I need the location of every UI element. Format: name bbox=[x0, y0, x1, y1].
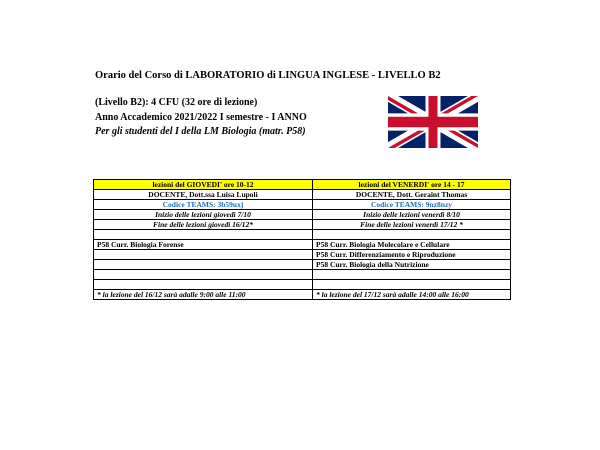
thursday-curriculum: P58 Curr. Biologia Forense bbox=[94, 240, 313, 250]
table-row bbox=[94, 260, 511, 270]
table-row bbox=[94, 230, 511, 240]
thursday-header: lezioni del GIOVEDI' ore 10-12 bbox=[94, 180, 313, 190]
thursday-curriculum bbox=[94, 260, 313, 270]
table-row bbox=[94, 190, 511, 200]
thursday-curriculum bbox=[94, 250, 313, 260]
friday-teams-code: Codice TEAMS: 9nz8nzy bbox=[313, 200, 511, 210]
table-row bbox=[94, 280, 511, 290]
academic-year: Anno Accademico 2021/2022 I semestre - I ANNO bbox=[95, 112, 307, 123]
target-students: Per gli studenti del I della LM Biologia (matr. P58) bbox=[95, 126, 306, 137]
friday-note: * la lezione del 17/12 sarà adalle 14:00 alle 16:00 bbox=[313, 290, 511, 300]
course-credits: (Livello B2): 4 CFU (32 ore di lezione) bbox=[95, 97, 258, 108]
friday-curriculum: P58 Curr. Biologia Molecolare e Cellulare bbox=[313, 240, 511, 250]
thursday-teams-code: Codice TEAMS: 3b59uxj bbox=[94, 200, 313, 210]
friday-header: lezioni del VENERDI' ore 14 - 17 bbox=[313, 180, 511, 190]
table-row bbox=[94, 210, 511, 220]
table-row bbox=[94, 220, 511, 230]
table-row bbox=[94, 250, 511, 260]
table-cell bbox=[313, 230, 511, 240]
page-title: Orario del Corso di LABORATORIO di LINGUA INGLESE - LIVELLO B2 bbox=[95, 70, 441, 81]
union-jack-flag-icon bbox=[388, 96, 478, 148]
thursday-curriculum bbox=[94, 270, 313, 280]
table-header-row bbox=[94, 180, 511, 190]
table-row bbox=[94, 270, 511, 280]
thursday-end-date: Fine delle lezioni giovedì 16/12* bbox=[94, 220, 313, 230]
thursday-curriculum bbox=[94, 280, 313, 290]
table-row bbox=[94, 290, 511, 300]
friday-teacher: DOCENTE, Dott. Geraint Thomas bbox=[313, 190, 511, 200]
table-cell bbox=[94, 230, 313, 240]
friday-curriculum: P58 Curr. Differenziamento e Riproduzione bbox=[313, 250, 511, 260]
friday-start-date: Inizio delle lezioni venerdì 8/10 bbox=[313, 210, 511, 220]
thursday-note: * la lezione del 16/12 sarà adalle 9:00 alle 11:00 bbox=[94, 290, 313, 300]
friday-curriculum bbox=[313, 270, 511, 280]
friday-curriculum: P58 Curr. Biologia della Nutrizione bbox=[313, 260, 511, 270]
friday-end-date: Fine delle lezioni venerdì 17/12 * bbox=[313, 220, 511, 230]
schedule-table bbox=[93, 179, 511, 300]
thursday-start-date: Inizio delle lezioni giovedì 7/10 bbox=[94, 210, 313, 220]
friday-curriculum bbox=[313, 280, 511, 290]
table-row bbox=[94, 200, 511, 210]
table-row bbox=[94, 240, 511, 250]
thursday-teacher: DOCENTE, Dott.ssa Luisa Lupoli bbox=[94, 190, 313, 200]
